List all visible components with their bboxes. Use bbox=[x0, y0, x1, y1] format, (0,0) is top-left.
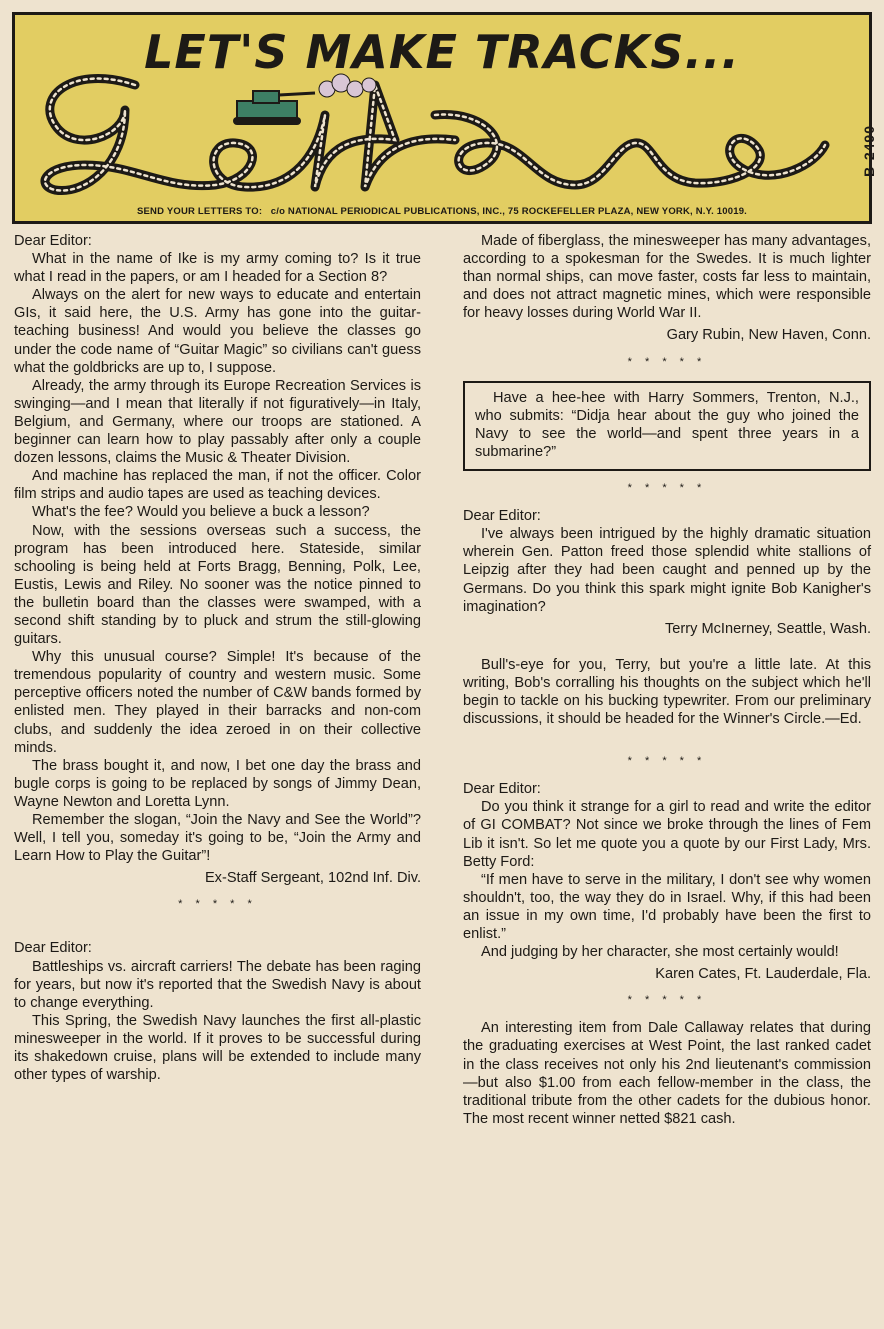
letter-salutation: Dear Editor: bbox=[463, 781, 541, 798]
letter-signature: Terry McInerney, Seattle, Wash. bbox=[665, 620, 871, 637]
letter-paragraph: Made of fiberglass, the minesweeper has many advantages, according to a spokesman for the Swedes. It is much lighter than normal ships, can move faster, costs far less to maintain, and does not attract magnetic mines, which were responsible for heavy losses during World War II. bbox=[463, 233, 871, 322]
letter-paragraph: Now, with the sessions overseas such a success, the program has been introduced here. Stateside, similar schooling is being held at Forts Bragg, Benning, Polk, Lee, Eustis, Lewis and Riley. No sooner was the notice pinned to the bulletin board than the classes were swamped, with a second shift standing by to pluck and strum the still-glowing guitars. bbox=[14, 522, 421, 648]
editor-reply: Bull's-eye for you, Terry, but you're a little late. At this writing, Bob's corralling his thoughts on the subject which he'll begin to tackle on his bucking typewriter. From our preliminary discussions, it should be headed for the Winner's Circle.—Ed. bbox=[463, 656, 871, 728]
tank-icon bbox=[233, 91, 315, 125]
right-column bbox=[463, 232, 871, 1128]
letter-paragraph: Battleships vs. aircraft carriers! The debate has been raging for years, but now it's reported that the Swedish Navy is about to change everything. bbox=[14, 958, 421, 1011]
letter-paragraph: This Spring, the Swedish Navy launches the first all-plastic minesweeper in the world. If it proves to be successful during its shakedown cruise, plans will be extended to include many other types of warship. bbox=[14, 1012, 421, 1084]
separator: * * * * * bbox=[627, 355, 707, 368]
letter-salutation: Dear Editor: bbox=[14, 940, 92, 957]
letter-paragraph: What's the fee? Would you believe a buck a lesson? bbox=[32, 504, 370, 521]
letter-paragraph: And machine has replaced the man, if not the officer. Color film strips and audio tapes are used as teaching devices. bbox=[14, 468, 421, 503]
letters-banner bbox=[12, 12, 877, 224]
banner-code: B-2490 bbox=[861, 125, 877, 177]
letter-salutation: Dear Editor: bbox=[14, 233, 92, 249]
letter-paragraph: “If men have to serve in the military, I don't see why women shouldn't, too, the way they do in Israel. Why, if this had been an issue in my own time, I'd probably have been the first to enlist.” bbox=[463, 871, 871, 942]
banner-address-text: c/o NATIONAL PERIODICAL PUBLICATIONS, INC., 75 ROCKEFELLER PLAZA, NEW YORK, N.Y. 10019. bbox=[270, 206, 748, 217]
letter-paragraph: And judging by her character, she most certainly would! bbox=[481, 944, 839, 961]
banner-address-label: SEND YOUR LETTERS TO: bbox=[136, 206, 263, 217]
letter-paragraph: Already, the army through its Europe Recreation Services is swinging—and I mean that literally if not figuratively—in Italy, Belgium, and Germany, where our troops are stationed. A beginner can learn how to play passably after only a couple dozen lessons, claims the Music & Theater Division. bbox=[14, 377, 421, 467]
letter-signature: Ex-Staff Sergeant, 102nd Inf. Div. bbox=[204, 870, 421, 887]
joke-box bbox=[463, 381, 871, 471]
left-column bbox=[14, 232, 421, 1084]
separator: * * * * * bbox=[627, 482, 707, 495]
banner-address bbox=[15, 206, 869, 217]
letter-paragraph: Always on the alert for new ways to educate and entertain GIs, it said here, the U.S. Army has gone into the guitar-teaching business! And would you believe the classes go under the code name of “Guitar Magic” so civilians can't guess what the goldbricks are up to, I suppose. bbox=[14, 287, 421, 376]
letter-signature: Gary Rubin, New Haven, Conn. bbox=[666, 327, 871, 344]
banner-title: LET'S MAKE TRACKS... bbox=[144, 25, 740, 79]
letter-paragraph: Why this unusual course? Simple! It's because of the tremendous popularity of country and western music. Some perceptive officers noted the number of C&W bands formed by enlisted men. They played in their barracks and non-com clubs, and suddenly the idea zeroed in on their collective minds. bbox=[14, 649, 421, 756]
letter-salutation: Dear Editor: bbox=[463, 508, 541, 525]
letter-signature: Karen Cates, Ft. Lauderdale, Fla. bbox=[655, 966, 871, 983]
separator: * * * * * bbox=[627, 994, 707, 1007]
letter-paragraph: What in the name of Ike is my army coming to? Is it true what I read in the papers, or am I headed for a Section 8? bbox=[14, 251, 421, 286]
separator: * * * * * bbox=[178, 898, 257, 911]
joke-text: Have a hee-hee with Harry Sommers, Trenton, N.J., who submits: “Didja hear about the guy who joined the Navy to see the world—and spent three years in a submarine?” bbox=[475, 389, 859, 460]
separator: * * * * * bbox=[627, 755, 707, 768]
letter-paragraph: Remember the slogan, “Join the Navy and See the World”? Well, I tell you, someday it's going to be, “Join the Army and Learn How to Play the Guitar”! bbox=[14, 812, 421, 865]
closing-item: An interesting item from Dale Callaway relates that during the graduating exercises at West Point, the last ranked cadet in the class receives not only his 2nd lieutenant's commission—but also $1.00 from each fellow-member in the class, the traditional tribute from the other cadets for the dubious honor. The most recent winner netted $821 cash. bbox=[463, 1020, 871, 1127]
letter-paragraph: The brass bought it, and now, I bet one day the brass and bugle corps is going to be replaced by songs of Jimmy Dean, Wayne Newton and Loretta Lynn. bbox=[14, 757, 421, 810]
letter-paragraph: Do you think it strange for a girl to read and write the editor of GI COMBAT? Not since we broke through the lines of Fem Lib it isn't. So let me quote you a quote by our First Lady, Mrs. Betty Ford: bbox=[463, 799, 871, 870]
letter-paragraph: I've always been intrigued by the highly dramatic situation wherein Gen. Patton freed those splendid white stallions of Leipzig after they had been caught and penned up by the Germans. Do you think this spark might ignite Bob Kanigher's imagination? bbox=[463, 526, 871, 615]
